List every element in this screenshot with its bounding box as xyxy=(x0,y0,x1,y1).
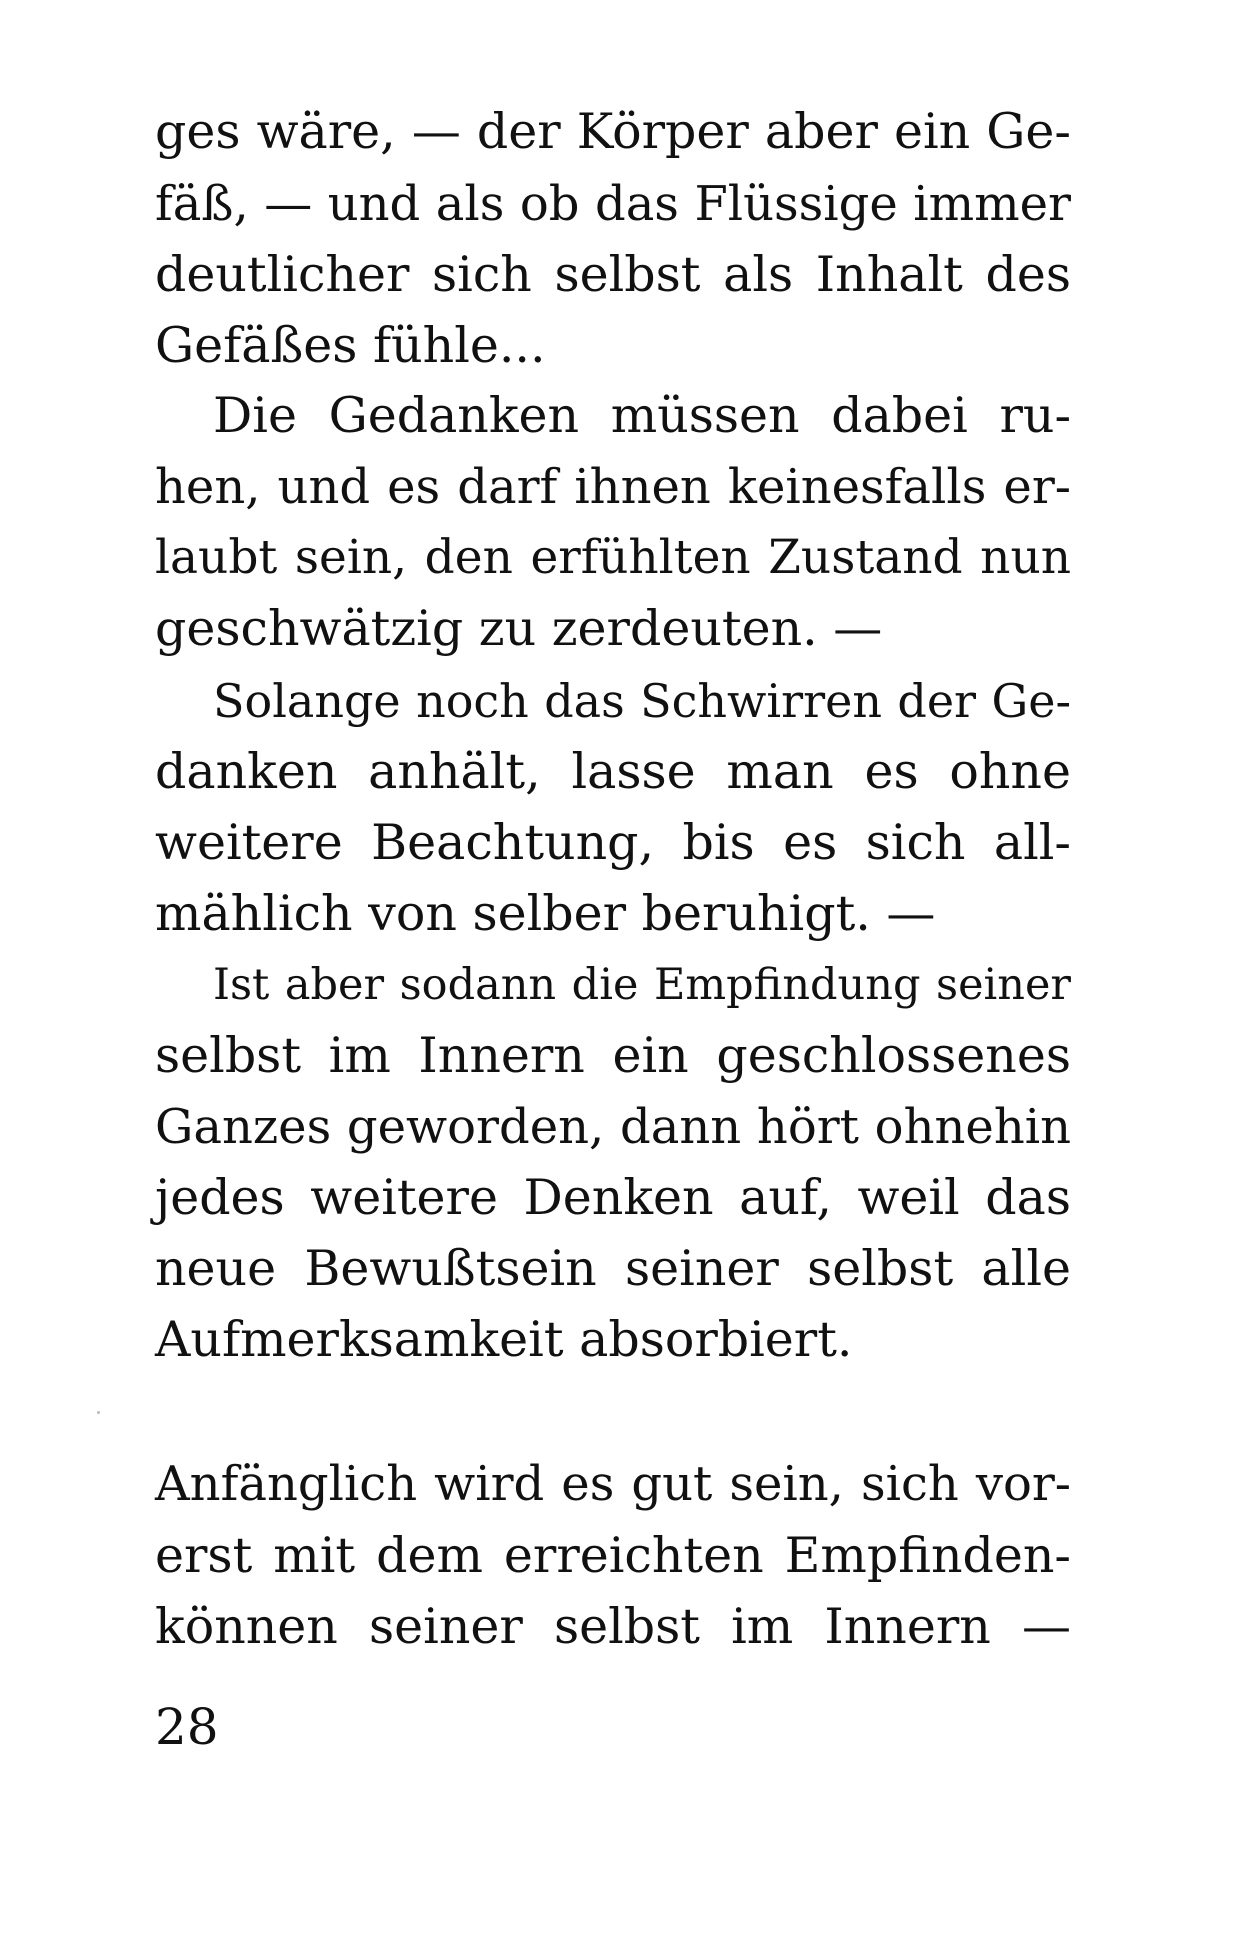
text-line: Anfänglich wird es gut sein, sich vor- xyxy=(155,1456,1071,1512)
text-line: Gefäßes fühle... xyxy=(155,317,546,374)
text-line: fäß, — und als ob das Flüssige immer xyxy=(155,176,1071,232)
text-line: Aufmerksamkeit absorbiert. xyxy=(155,1311,853,1368)
text-line: ges wäre, — der Körper aber ein Ge- xyxy=(155,103,1071,160)
text-line: jedes weitere Denken auf, weil das xyxy=(155,1169,1071,1226)
section-break-mark xyxy=(97,1411,100,1414)
text-line: laubt sein, den erfühlten Zustand nun xyxy=(155,530,1071,585)
text-line: Solange noch das Schwirren der Ge- xyxy=(213,674,1071,728)
text-line: danken anhält, lasse man es ohne xyxy=(155,743,1071,800)
text-line: Die Gedanken müssen dabei ru- xyxy=(213,387,1071,444)
text-line: erst mit dem erreichten Empfinden- xyxy=(155,1527,1071,1584)
text-line: mählich von selber beruhigt. — xyxy=(155,885,936,942)
text-line: weitere Beachtung, bis es sich all- xyxy=(155,814,1071,871)
text-line: geschwätzig zu zerdeuten. — xyxy=(155,600,883,657)
text-line: neue Bewußtsein seiner selbst alle xyxy=(155,1240,1071,1297)
text-line: selbst im Innern ein geschlossenes xyxy=(155,1027,1071,1084)
text-line: Ist aber sodann die Empfindung seiner xyxy=(213,960,1071,1010)
text-line: hen, und es darf ihnen keinesfalls er- xyxy=(155,459,1071,515)
text-line: können seiner selbst im Innern — xyxy=(155,1598,1071,1655)
text-line: deutlicher sich selbst als Inhalt des xyxy=(155,246,1071,303)
text-line: Ganzes geworden, dann hört ohnehin xyxy=(155,1099,1071,1155)
page-number: 28 xyxy=(155,1698,219,1756)
